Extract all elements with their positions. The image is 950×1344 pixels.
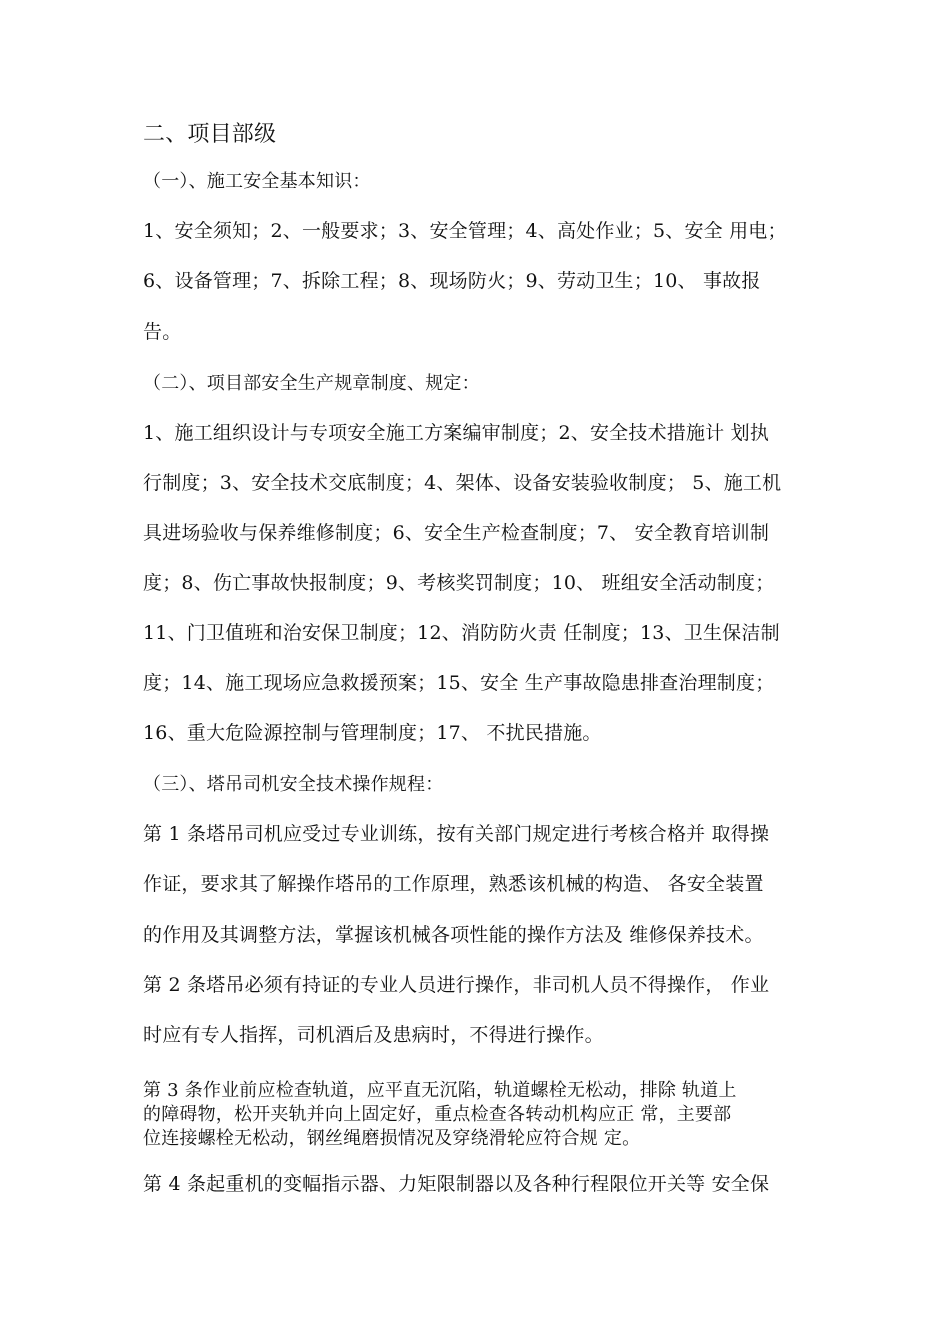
page-heading: 二、项目部级: [143, 122, 277, 147]
text-line: 告。: [143, 321, 182, 343]
text-line: 第 3 条作业前应检查轨道，应平直无沉陷，轨道螺栓无松动，排除 轨道上: [143, 1080, 737, 1101]
text-line: 位连接螺栓无松动，钢丝绳磨损情况及穿绕滑轮应符合规 定。: [143, 1128, 641, 1149]
text-line: 第 2 条塔吊必须有持证的专业人员进行操作，非司机人员不得操作， 作业: [143, 974, 770, 996]
text-line: 6、设备管理；7、拆除工程；8、现场防火；9、劳动卫生；10、 事故报: [143, 270, 761, 292]
text-line: 16、重大危险源控制与管理制度；17、 不扰民措施。: [143, 722, 602, 744]
text-line: 的作用及其调整方法，掌握该机械各项性能的操作方法及 维修保养技术。: [143, 924, 764, 946]
text-line: 度；8、伤亡事故快报制度；9、考核奖罚制度；10、 班组安全活动制度；: [143, 572, 775, 594]
text-line: 第 4 条起重机的变幅指示器、力矩限制器以及各种行程限位开关等 安全保: [143, 1173, 770, 1195]
text-line: 1、安全须知；2、一般要求；3、安全管理；4、高处作业；5、安全 用电；: [143, 220, 787, 242]
section-title: （二）、项目部安全生产规章制度、规定：: [143, 373, 480, 394]
text-line: 时应有专人指挥，司机酒后及患病时，不得进行操作。: [143, 1024, 604, 1046]
text-line: 行制度；3、安全技术交底制度；4、架体、设备安装验收制度； 5、施工机: [143, 472, 782, 494]
text-line: 11、门卫值班和治安保卫制度；12、消防防火责 任制度；13、卫生保洁制: [143, 622, 780, 644]
text-line: 的障碍物，松开夹轨并向上固定好，重点检查各转动机构应正 常，主要部: [143, 1104, 732, 1125]
text-line: 第 1 条塔吊司机应受过专业训练，按有关部门规定进行考核合格并 取得操: [143, 823, 770, 845]
section-title: （三）、塔吊司机安全技术操作规程：: [143, 774, 444, 795]
text-line: 1、施工组织设计与专项安全施工方案编审制度；2、安全技术措施计 划执: [143, 422, 770, 444]
text-line: 作证，要求其了解操作塔吊的工作原理，熟悉该机械的构造、 各安全装置: [143, 873, 764, 895]
text-line: 度；14、施工现场应急救援预案；15、安全 生产事故隐患排查治理制度；: [143, 672, 775, 694]
section-title: （一）、施工安全基本知识：: [143, 171, 371, 192]
text-line: 具进场验收与保养维修制度；6、安全生产检查制度；7、 安全教育培训制: [143, 522, 770, 544]
